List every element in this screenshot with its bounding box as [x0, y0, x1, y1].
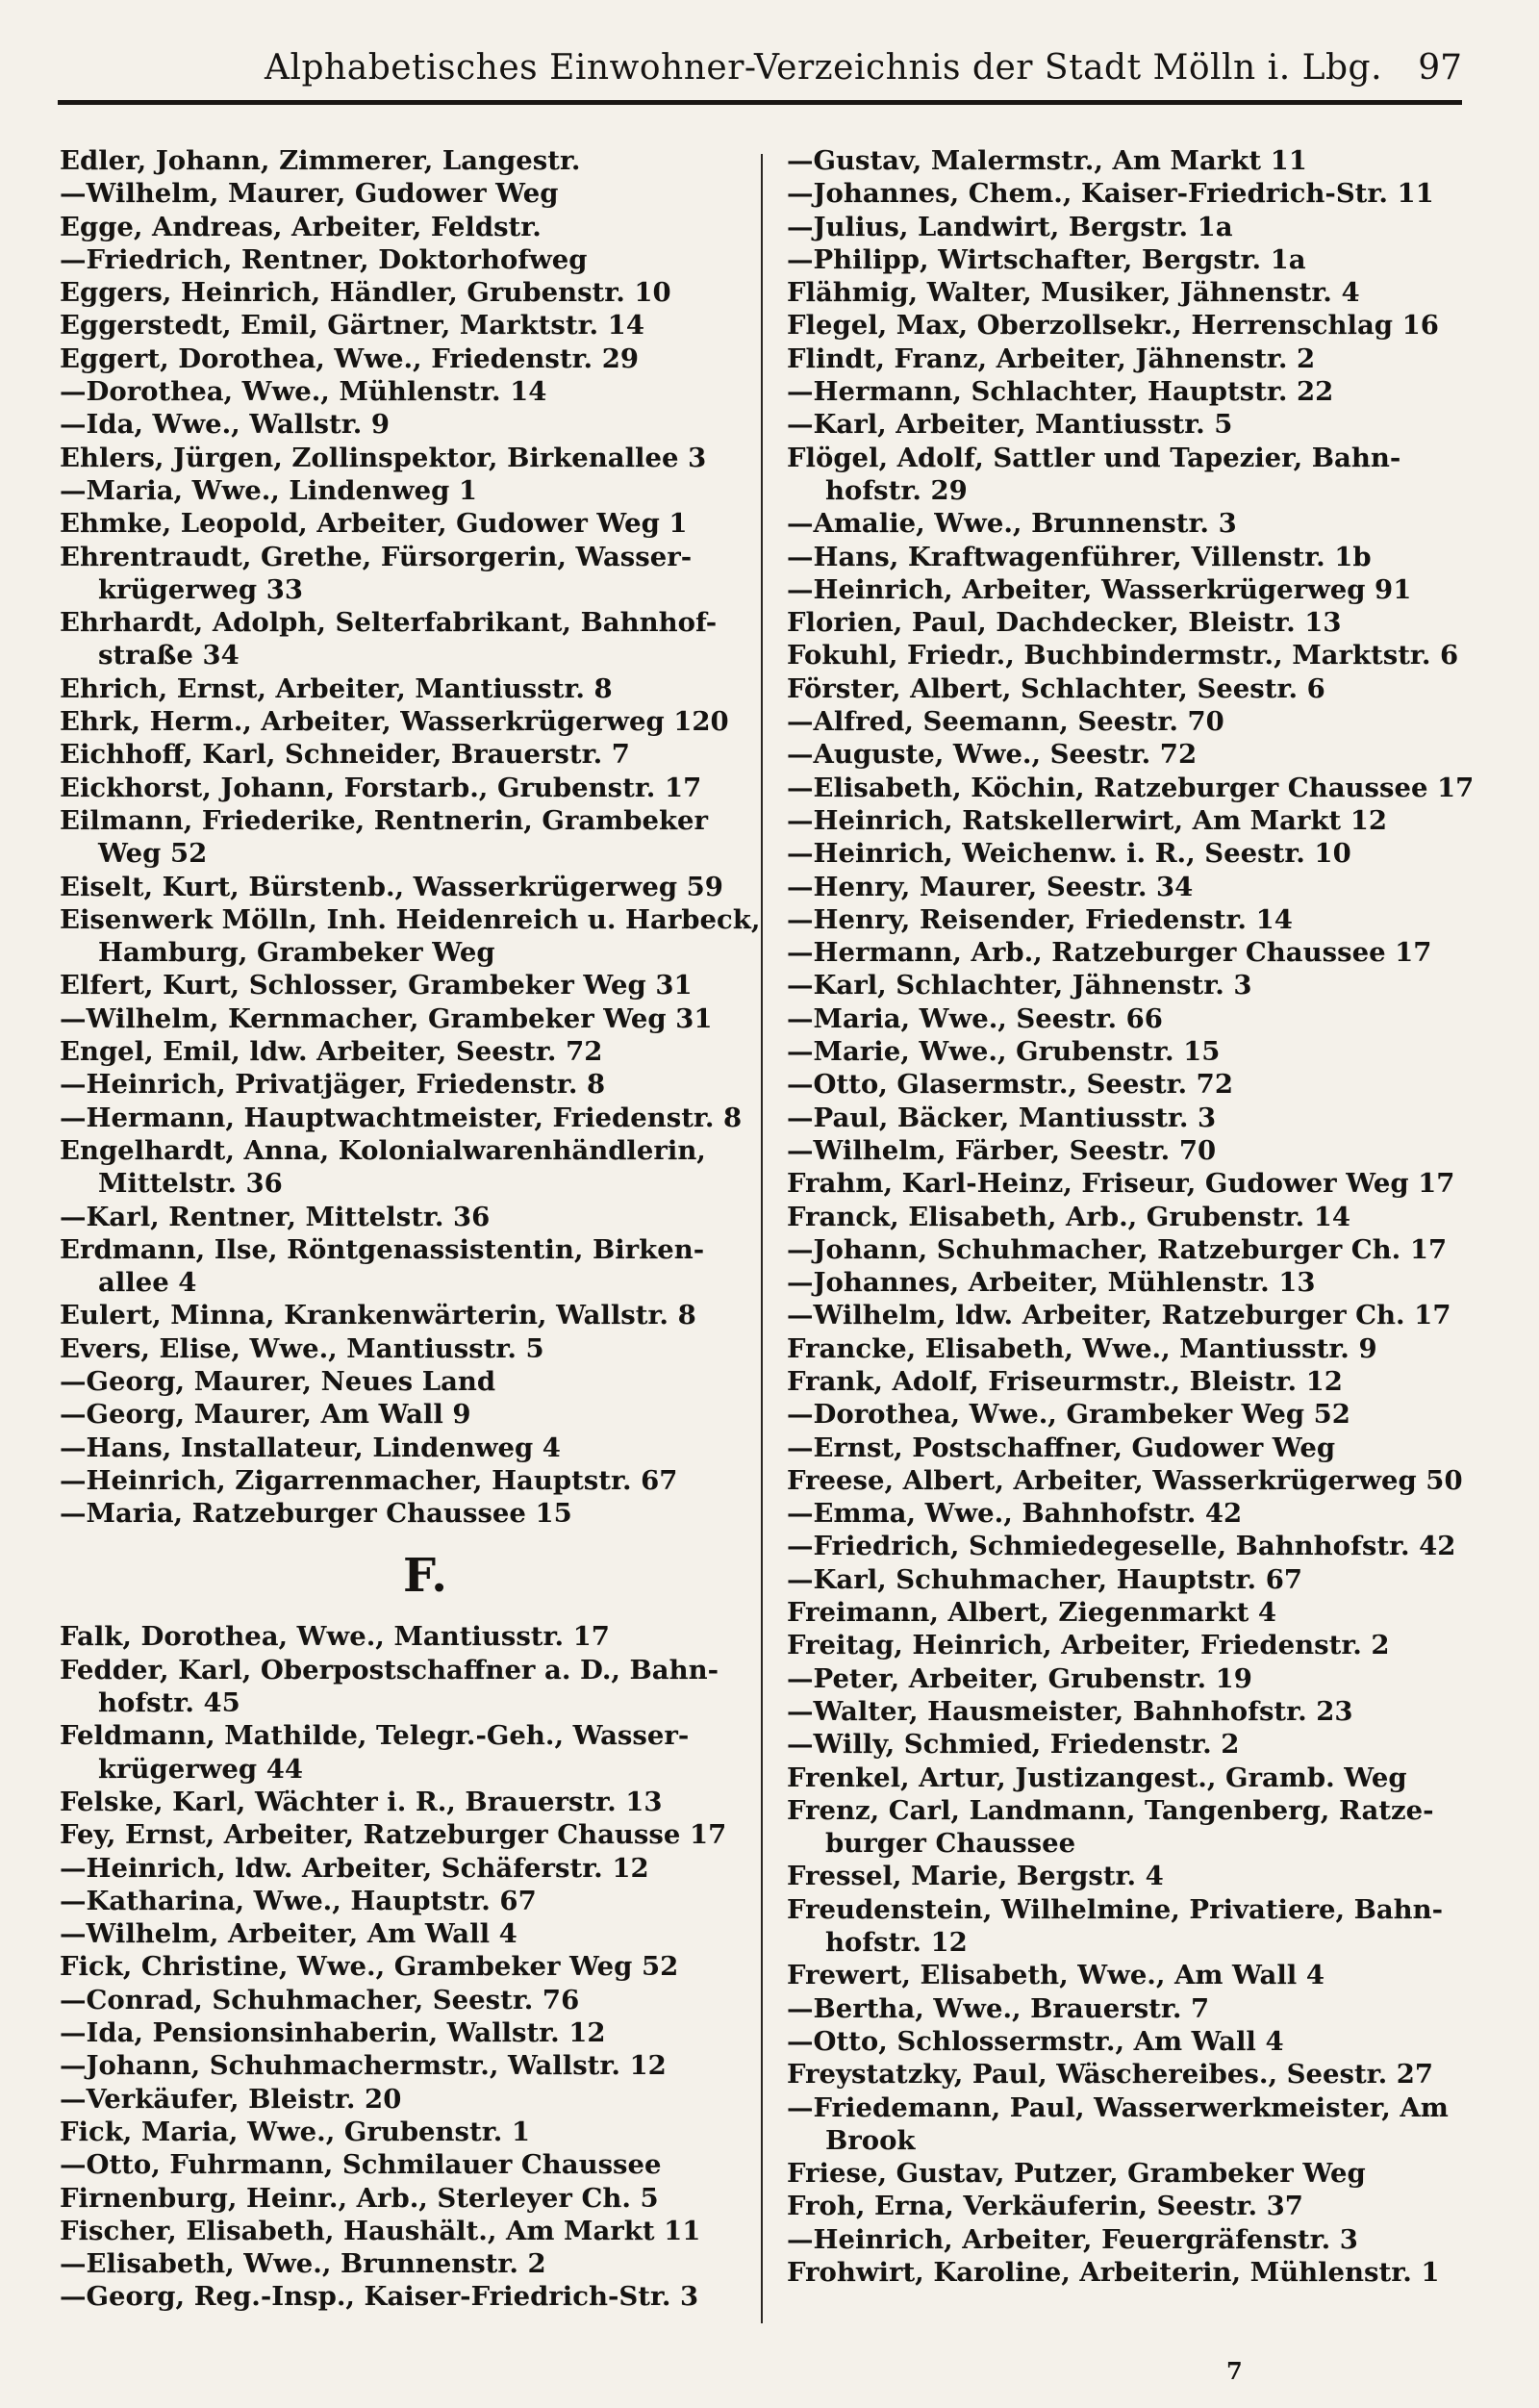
entry-text: Froh, Erna, Verkäuferin, Seestr. 37 — [787, 2191, 1303, 2222]
entry-text: —Heinrich, Zigarrenmacher, Hauptstr. 67 — [60, 1464, 678, 1496]
directory-entry — [60, 1719, 752, 1786]
directory-entry — [787, 2190, 1479, 2222]
directory-entry — [787, 211, 1479, 243]
directory-entry — [787, 177, 1479, 210]
directory-entry — [60, 1398, 752, 1431]
entry-continuation: hofstr. 45 — [98, 1687, 240, 1719]
entry-text: —Ernst, Postschaffner, Gudower Weg — [787, 1432, 1336, 1463]
entry-text: —Karl, Arbeiter, Mantiusstr. 5 — [787, 409, 1233, 441]
directory-entry — [787, 1728, 1479, 1761]
entry-text: Firnenburg, Heinr., Arb., Sterleyer Ch. 5 — [60, 2182, 659, 2214]
entry-text: Eggers, Heinrich, Händler, Grubenstr. 10 — [60, 277, 671, 309]
entry-continuation: allee 4 — [98, 1267, 197, 1299]
entry-text: Fick, Christine, Wwe., Grambeker Weg 52 — [60, 1951, 679, 1983]
directory-entry — [787, 2058, 1479, 2091]
entry-text: Eulert, Minna, Krankenwärterin, Wallstr. 8 — [60, 1300, 696, 1331]
directory-entry — [787, 1860, 1479, 1892]
entry-continuation: hofstr. 29 — [825, 474, 968, 506]
directory-entry — [60, 2280, 752, 2313]
directory-entry — [787, 1695, 1479, 1728]
entry-text: —Otto, Glasermstr., Seestr. 72 — [787, 1069, 1233, 1101]
entry-text: Freystatzky, Paul, Wäschereibes., Seestr. 27 — [787, 2059, 1434, 2091]
directory-entry — [60, 2049, 752, 2082]
entry-text: —Georg, Maurer, Neues Land — [60, 1365, 496, 1397]
entry-text: —Auguste, Wwe., Seestr. 72 — [787, 739, 1198, 771]
directory-entry — [60, 705, 752, 738]
entry-text: —Marie, Wwe., Grubenstr. 15 — [787, 1036, 1221, 1068]
directory-entry — [787, 672, 1479, 705]
entry-text: —Elisabeth, Wwe., Brunnenstr. 2 — [60, 2248, 546, 2280]
entry-text: —Bertha, Wwe., Brauerstr. 7 — [787, 1992, 1210, 2024]
directory-entry — [787, 804, 1479, 837]
entry-text: Eisenwerk Mölln, Inh. Heidenreich u. Harbeck, — [60, 903, 761, 935]
entry-text: —Henry, Maurer, Seestr. 34 — [787, 871, 1194, 902]
entry-text: —Wilhelm, Maurer, Gudower Weg — [60, 178, 559, 210]
directory-entry — [787, 1233, 1479, 1266]
directory-entry — [60, 1002, 752, 1035]
directory-entry — [787, 738, 1479, 771]
entry-continuation: Hamburg, Grambeker Weg — [98, 937, 495, 969]
directory-entry — [60, 442, 752, 474]
entry-text: —Paul, Bäcker, Mantiusstr. 3 — [787, 1102, 1217, 1133]
entry-continuation: Mittelstr. 36 — [98, 1168, 283, 1200]
directory-entry — [787, 243, 1479, 276]
right-column — [787, 144, 1479, 2289]
entry-text: —Otto, Fuhrmann, Schmilauer Chaussee — [60, 2149, 662, 2181]
entry-text: —Heinrich, Ratskellerwirt, Am Markt 12 — [787, 804, 1387, 836]
entry-text: Ehrich, Ernst, Arbeiter, Mantiusstr. 8 — [60, 672, 613, 704]
directory-entry — [787, 871, 1479, 903]
entry-text: —Wilhelm, Kernmacher, Grambeker Weg 31 — [60, 1002, 713, 1034]
entry-text: —Hermann, Arb., Ratzeburger Chaussee 17 — [787, 937, 1432, 969]
directory-entry — [787, 1893, 1479, 1960]
directory-entry — [787, 1201, 1479, 1233]
directory-entry — [787, 1662, 1479, 1695]
entry-continuation: krügerweg 33 — [98, 573, 303, 605]
entry-text: Freitag, Heinrich, Arbeiter, Friedenstr. 2 — [787, 1630, 1390, 1661]
directory-entry — [60, 1885, 752, 1917]
entry-text: —Friedrich, Rentner, Doktorhofweg — [60, 243, 588, 275]
directory-entry — [787, 541, 1479, 573]
directory-entry — [60, 1233, 752, 1300]
entry-text: —Friedemann, Paul, Wasserwerkmeister, Am — [787, 2091, 1449, 2123]
directory-entry — [60, 1464, 752, 1497]
entry-text: —Walter, Hausmeister, Bahnhofstr. 23 — [787, 1695, 1353, 1727]
directory-entry — [60, 969, 752, 1001]
directory-entry — [60, 276, 752, 309]
entry-text: Fey, Ernst, Arbeiter, Ratzeburger Chausse 17 — [60, 1819, 727, 1851]
entry-text: —Johann, Schuhmacher, Ratzeburger Ch. 17 — [787, 1233, 1448, 1265]
entry-text: Ehlers, Jürgen, Zollinspektor, Birkenallee 3 — [60, 442, 707, 473]
directory-entry — [60, 2148, 752, 2181]
directory-entry — [787, 276, 1479, 309]
directory-entry — [787, 1167, 1479, 1200]
directory-entry — [787, 1068, 1479, 1101]
directory-entry — [787, 705, 1479, 738]
entry-text: —Johann, Schuhmachermstr., Wallstr. 12 — [60, 2050, 667, 2082]
directory-entry — [787, 1299, 1479, 1331]
directory-entry — [60, 871, 752, 903]
entry-text: Florien, Paul, Dachdecker, Bleistr. 13 — [787, 607, 1342, 639]
entry-text: Eickhorst, Johann, Forstarb., Grubenstr. 17 — [60, 772, 702, 803]
page-number: 97 — [1418, 48, 1462, 88]
directory-entry — [787, 772, 1479, 804]
directory-entry — [787, 1563, 1479, 1596]
entry-text: —Maria, Wwe., Seestr. 66 — [787, 1002, 1163, 1034]
entry-text: Ehrk, Herm., Arbeiter, Wasserkrügerweg 120 — [60, 706, 729, 738]
directory-entry — [60, 1432, 752, 1464]
entry-text: —Friedrich, Schmiedegeselle, Bahnhofstr. 42 — [787, 1531, 1456, 1562]
entry-text: Freudenstein, Wilhelmine, Privatiere, Bahn- — [787, 1893, 1444, 1925]
directory-entry — [60, 309, 752, 342]
entry-text: —Georg, Reg.-Insp., Kaiser-Friedrich-Str. 3 — [60, 2281, 699, 2313]
entry-text: Freimann, Albert, Ziegenmarkt 4 — [787, 1597, 1276, 1629]
entry-text: —Georg, Maurer, Am Wall 9 — [60, 1399, 471, 1431]
entry-text: —Dorothea, Wwe., Grambeker Weg 52 — [787, 1399, 1350, 1431]
entry-text: —Dorothea, Wwe., Mühlenstr. 14 — [60, 376, 547, 408]
directory-entry — [60, 1786, 752, 1818]
entry-text: —Wilhelm, ldw. Arbeiter, Ratzeburger Ch. 17 — [787, 1300, 1451, 1331]
directory-entry — [60, 1102, 752, 1134]
directory-entry — [60, 2016, 752, 2049]
entry-text: —Wilhelm, Färber, Seestr. 70 — [787, 1134, 1217, 1166]
directory-entry — [60, 1917, 752, 1950]
directory-entry — [60, 177, 752, 210]
entry-text: —Johannes, Arbeiter, Mühlenstr. 13 — [787, 1267, 1316, 1299]
directory-entry — [787, 2091, 1479, 2158]
directory-entry — [787, 2157, 1479, 2190]
entry-text: Fedder, Karl, Oberpostschaffner a. D., Bahn- — [60, 1654, 719, 1686]
directory-entry — [787, 375, 1479, 408]
entry-text: Feldmann, Mathilde, Telegr.-Geh., Wasser- — [60, 1720, 690, 1752]
left-column — [60, 144, 761, 2314]
entry-text: Flegel, Max, Oberzollsekr., Herrenschlag 16 — [787, 310, 1439, 342]
directory-entry — [60, 408, 752, 441]
entry-text: Förster, Albert, Schlachter, Seestr. 6 — [787, 672, 1325, 704]
entry-text: Ehrhardt, Adolph, Selterfabrikant, Bahnhof- — [60, 607, 718, 639]
entry-text: Eichhoff, Karl, Schneider, Brauerstr. 7 — [60, 739, 630, 771]
directory-entry — [60, 1497, 752, 1530]
directory-entry — [787, 1794, 1479, 1861]
entry-text: —Heinrich, Arbeiter, Feuergräfenstr. 3 — [787, 2223, 1358, 2255]
directory-entry — [60, 1068, 752, 1101]
directory-entry — [787, 1332, 1479, 1365]
entry-text: —Heinrich, Arbeiter, Wasserkrügerweg 91 — [787, 573, 1412, 605]
directory-entry — [60, 375, 752, 408]
page-header — [58, 48, 1462, 96]
directory-entry — [787, 936, 1479, 969]
entry-text: Frohwirt, Karoline, Arbeiterin, Mühlenstr. 1 — [787, 2257, 1440, 2288]
entry-text: Fischer, Elisabeth, Haushält., Am Markt 11 — [60, 2215, 701, 2246]
directory-entry — [787, 1035, 1479, 1068]
entry-text: —Wilhelm, Arbeiter, Am Wall 4 — [60, 1918, 517, 1950]
directory-entry — [787, 837, 1479, 870]
entry-continuation: straße 34 — [98, 640, 240, 672]
directory-entry — [787, 1398, 1479, 1431]
entry-text: Eilmann, Friederike, Rentnerin, Grambeker — [60, 804, 709, 836]
directory-entry — [787, 606, 1479, 639]
entry-text: —Karl, Schuhmacher, Hauptstr. 67 — [787, 1563, 1302, 1595]
directory-entry — [60, 2182, 752, 2215]
entry-text: —Emma, Wwe., Bahnhofstr. 42 — [787, 1498, 1243, 1530]
directory-entry — [787, 1530, 1479, 1562]
entry-text: —Elisabeth, Köchin, Ratzeburger Chaussee 17 — [787, 772, 1475, 803]
directory-entry — [787, 1464, 1479, 1497]
directory-entry — [60, 672, 752, 705]
directory-entry — [787, 639, 1479, 672]
entry-text: Frenkel, Artur, Justizangest., Gramb. Weg — [787, 1762, 1407, 1793]
directory-entry — [787, 442, 1479, 508]
entry-text: —Gustav, Malermstr., Am Markt 11 — [787, 145, 1307, 176]
directory-entry — [60, 541, 752, 607]
entry-text: —Hans, Kraftwagenführer, Villenstr. 1b — [787, 541, 1372, 572]
directory-entry — [60, 1620, 752, 1653]
directory-entry — [787, 1992, 1479, 2025]
directory-entry — [787, 1266, 1479, 1299]
entry-text: Edler, Johann, Zimmerer, Langestr. — [60, 145, 581, 176]
directory-entry — [787, 903, 1479, 936]
entry-text: Freese, Albert, Arbeiter, Wasserkrügerweg 50 — [787, 1464, 1463, 1496]
entry-text: Frenz, Carl, Landmann, Tangenberg, Ratze- — [787, 1794, 1434, 1826]
directory-entry — [787, 1959, 1479, 1991]
entry-text: Eggert, Dorothea, Wwe., Friedenstr. 29 — [60, 342, 639, 374]
directory-entry — [787, 2256, 1479, 2289]
entry-text: Fick, Maria, Wwe., Grubenstr. 1 — [60, 2116, 530, 2147]
entry-continuation: Weg 52 — [98, 838, 208, 870]
entry-text: —Julius, Landwirt, Bergstr. 1a — [787, 211, 1233, 242]
entry-text: Frank, Adolf, Friseurmstr., Bleistr. 12 — [787, 1365, 1343, 1397]
entry-text: Elfert, Kurt, Schlosser, Grambeker Weg 31 — [60, 970, 693, 1001]
entry-text: —Karl, Rentner, Mittelstr. 36 — [60, 1201, 491, 1232]
directory-entry — [787, 408, 1479, 441]
directory-entry — [787, 507, 1479, 540]
entry-text: Egge, Andreas, Arbeiter, Feldstr. — [60, 211, 542, 242]
directory-entry — [60, 1654, 752, 1720]
directory-entry — [60, 772, 752, 804]
entry-text: Eggerstedt, Emil, Gärtner, Marktstr. 14 — [60, 310, 644, 342]
entry-text: —Verkäufer, Bleistr. 20 — [60, 2083, 402, 2115]
directory-entry — [60, 1818, 752, 1851]
entry-text: Flögel, Adolf, Sattler und Tapezier, Bahn- — [787, 442, 1401, 473]
directory-entry — [60, 2215, 752, 2247]
entry-text: —Heinrich, Weichenw. i. R., Seestr. 10 — [787, 838, 1351, 870]
directory-entry — [787, 1134, 1479, 1167]
directory-entry — [787, 1629, 1479, 1661]
directory-entry — [60, 243, 752, 276]
entry-text: —Maria, Wwe., Lindenweg 1 — [60, 474, 478, 506]
directory-entry — [60, 606, 752, 672]
directory-entry — [60, 804, 752, 871]
entry-list-f — [60, 1620, 752, 2313]
directory-entry — [787, 1432, 1479, 1464]
header-rule — [58, 100, 1462, 105]
directory-entry — [787, 1002, 1479, 1035]
entry-text: Evers, Elise, Wwe., Mantiusstr. 5 — [60, 1332, 544, 1364]
directory-entry — [60, 1134, 752, 1201]
section-letter: F. — [403, 1549, 447, 1604]
entry-text: Engelhardt, Anna, Kolonialwarenhändlerin, — [60, 1134, 706, 1166]
entry-text: —Peter, Arbeiter, Grubenstr. 19 — [787, 1662, 1252, 1694]
entry-text: —Ida, Wwe., Wallstr. 9 — [60, 409, 390, 441]
directory-entry — [787, 2223, 1479, 2256]
directory-entry — [787, 144, 1479, 177]
entry-text: Franck, Elisabeth, Arb., Grubenstr. 14 — [787, 1201, 1351, 1232]
directory-entry — [787, 1596, 1479, 1629]
entry-text: —Heinrich, Privatjäger, Friedenstr. 8 — [60, 1069, 606, 1101]
entry-text: Ehrentraudt, Grethe, Fürsorgerin, Wasser- — [60, 541, 693, 572]
directory-entry — [787, 1497, 1479, 1530]
entry-text: Engel, Emil, ldw. Arbeiter, Seestr. 72 — [60, 1036, 603, 1068]
entry-text: Flindt, Franz, Arbeiter, Jähnenstr. 2 — [787, 342, 1316, 374]
entry-list-e — [60, 144, 761, 1530]
directory-entry — [60, 342, 752, 375]
entry-text: —Ida, Pensionsinhaberin, Wallstr. 12 — [60, 2017, 606, 2049]
entry-text: Francke, Elisabeth, Wwe., Mantiusstr. 9 — [787, 1332, 1377, 1364]
entry-text: Ehmke, Leopold, Arbeiter, Gudower Weg 1 — [60, 508, 688, 540]
entry-text: —Philipp, Wirtschafter, Bergstr. 1a — [787, 243, 1306, 275]
directory-entry — [60, 1852, 752, 1885]
entry-text: —Willy, Schmied, Friedenstr. 2 — [787, 1729, 1240, 1761]
entry-text: Friese, Gustav, Putzer, Grambeker Weg — [787, 2158, 1366, 2190]
entry-text: —Karl, Schlachter, Jähnenstr. 3 — [787, 970, 1252, 1001]
entry-text: —Hermann, Hauptwachtmeister, Friedenstr. 8 — [60, 1102, 743, 1133]
entry-continuation: burger Chaussee — [825, 1828, 1076, 1860]
entry-text: —Alfred, Seemann, Seestr. 70 — [787, 706, 1224, 738]
entry-text: —Maria, Ratzeburger Chaussee 15 — [60, 1498, 572, 1530]
entry-text: Flähmig, Walter, Musiker, Jähnenstr. 4 — [787, 277, 1360, 309]
directory-entry — [787, 1365, 1479, 1398]
entry-text: —Heinrich, ldw. Arbeiter, Schäferstr. 12 — [60, 1852, 649, 1884]
entry-text: Frewert, Elisabeth, Wwe., Am Wall 4 — [787, 1960, 1325, 1991]
directory-entry — [60, 474, 752, 507]
entry-continuation: hofstr. 12 — [825, 1927, 968, 1959]
entry-continuation: Brook — [825, 2124, 916, 2156]
entry-text: Fokuhl, Friedr., Buchbindermstr., Marktstr. 6 — [787, 640, 1459, 672]
directory-entry — [60, 1035, 752, 1068]
entry-text: Eiselt, Kurt, Bürstenb., Wasserkrügerweg 59 — [60, 871, 723, 902]
directory-entry — [60, 507, 752, 540]
directory-entry — [60, 211, 752, 243]
directory-entry — [60, 903, 761, 970]
entry-text: —Hermann, Schlachter, Hauptstr. 22 — [787, 376, 1334, 408]
directory-entry — [787, 309, 1479, 342]
directory-entry — [60, 1332, 752, 1365]
directory-entry — [60, 1201, 752, 1233]
directory-entry — [787, 2025, 1479, 2058]
directory-entry — [60, 2116, 752, 2148]
entry-text: Falk, Dorothea, Wwe., Mantiusstr. 17 — [60, 1621, 610, 1653]
signature-mark: 7 — [1226, 2357, 1243, 2385]
directory-entry — [787, 969, 1479, 1001]
directory-entry — [60, 144, 752, 177]
directory-entry — [787, 1762, 1479, 1794]
entry-text: —Amalie, Wwe., Brunnenstr. 3 — [787, 508, 1237, 540]
directory-entry — [60, 1365, 752, 1398]
directory-entry — [60, 2083, 752, 2116]
entry-text: —Conrad, Schuhmacher, Seestr. 76 — [60, 1984, 580, 2015]
entry-text: Fressel, Marie, Bergstr. 4 — [787, 1861, 1164, 1892]
entry-text: —Hans, Installateur, Lindenweg 4 — [60, 1432, 561, 1463]
entry-text: Felske, Karl, Wächter i. R., Brauerstr. 13 — [60, 1786, 663, 1817]
entry-continuation: krügerweg 44 — [98, 1753, 303, 1785]
directory-entry — [787, 573, 1479, 606]
column-divider — [761, 154, 763, 2323]
directory-entry — [60, 738, 752, 771]
directory-entry — [787, 342, 1479, 375]
entry-text: —Katharina, Wwe., Hauptstr. 67 — [60, 1885, 537, 1916]
entry-text: —Henry, Reisender, Friedenstr. 14 — [787, 903, 1293, 935]
directory-entry — [60, 1984, 752, 2016]
directory-entry — [60, 1950, 752, 1983]
entry-list-right — [787, 144, 1479, 2289]
page-title: Alphabetisches Einwohner-Verzeichnis der Stadt Mölln i. Lbg. — [265, 48, 1383, 88]
directory-entry — [60, 1299, 752, 1331]
entry-text: Frahm, Karl-Heinz, Friseur, Gudower Weg 17 — [787, 1168, 1455, 1200]
entry-text: —Otto, Schlossermstr., Am Wall 4 — [787, 2025, 1284, 2057]
directory-entry — [60, 2247, 752, 2280]
entry-text: Erdmann, Ilse, Röntgenassistentin, Birken- — [60, 1233, 705, 1265]
entry-text: —Johannes, Chem., Kaiser-Friedrich-Str. 11 — [787, 178, 1434, 210]
directory-entry — [787, 1102, 1479, 1134]
